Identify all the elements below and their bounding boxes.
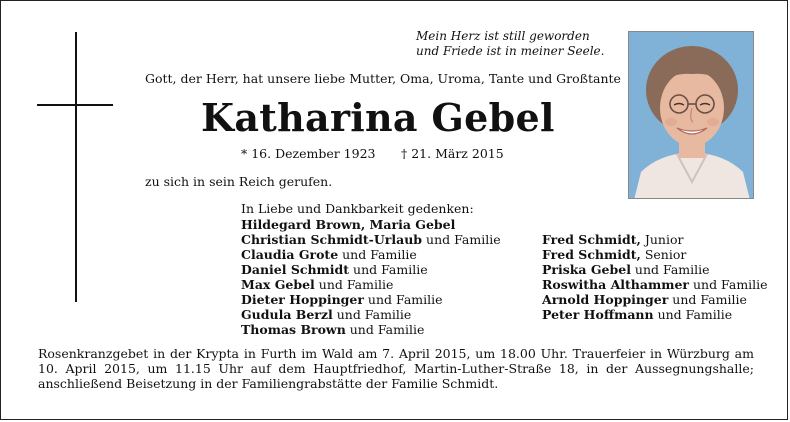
mourner-entry xyxy=(241,232,501,247)
mourner-suffix: und Familie xyxy=(345,322,425,337)
portrait-image xyxy=(629,32,754,199)
memory-heading: In Liebe und Dankbarkeit gedenken: xyxy=(241,201,474,216)
mourner-entry xyxy=(542,307,768,322)
mourner-entry xyxy=(241,292,501,307)
mourner-suffix: und Familie xyxy=(314,277,394,292)
mourner-name: Daniel Schmidt xyxy=(241,262,350,277)
mourner-entry xyxy=(241,277,501,292)
mourner-name: Dieter Hoppinger xyxy=(241,292,364,307)
mourner-entry xyxy=(241,247,501,262)
mourner-name: Christian Schmidt-Urlaub xyxy=(241,232,423,247)
taken-text: zu sich in sein Reich gerufen. xyxy=(145,174,333,189)
mourner-name: Fred Schmidt, xyxy=(542,247,641,262)
mourner-entry xyxy=(542,232,768,247)
mourner-entry xyxy=(241,307,501,322)
mourner-entry xyxy=(542,262,768,277)
service-details: Rosenkranzgebet in der Krypta in Furth im Wald am 7. April 2015, um 18.00 Uhr. Trauerfeier in Würzburg am 10. April 2015, um 11.15 Uhr auf dem Hauptfriedhof, Martin-Luther-Straße 18, in der Aussegnungshalle; anschließend Beisetzung in der Familiengrabstätte der Familie Schmidt. xyxy=(38,346,754,391)
mourner-name: Fred Schmidt, xyxy=(542,232,641,247)
mourner-name: Claudia Grote xyxy=(241,247,339,262)
mourner-entry xyxy=(241,322,501,337)
mourner-entry xyxy=(542,292,768,307)
mourner-suffix: Junior xyxy=(640,232,684,247)
mourner-name: Roswitha Althammer xyxy=(542,277,689,292)
motto-line-1: Mein Herz ist still geworden xyxy=(416,29,590,43)
mourner-suffix: und Familie xyxy=(689,277,768,292)
mourner-suffix: und Familie xyxy=(338,247,417,262)
death-date: † 21. März 2015 xyxy=(401,146,504,161)
mourner-suffix: und Familie xyxy=(630,262,710,277)
mourner-suffix: und Familie xyxy=(653,307,733,322)
mourner-entry xyxy=(542,277,768,292)
intro-text: Gott, der Herr, hat unsere liebe Mutter, Oma, Uroma, Tante und Großtante xyxy=(145,71,621,86)
mourner-name: Peter Hoffmann xyxy=(542,307,654,322)
mourner-suffix: und Familie xyxy=(668,292,747,307)
mourner-suffix: Senior xyxy=(640,247,687,262)
portrait-photo xyxy=(628,31,754,199)
mourner-name: Gudula Berzl xyxy=(241,307,333,322)
mourner-name: Thomas Brown xyxy=(241,322,346,337)
mourner-suffix: und Familie xyxy=(349,262,428,277)
cross-vertical-bar xyxy=(75,32,77,302)
mourner-name: Hildegard Brown, Maria Gebel xyxy=(241,217,456,232)
mourner-entry xyxy=(542,247,768,262)
mourners-list-left xyxy=(241,217,501,337)
mourner-suffix: und Familie xyxy=(422,232,501,247)
mourner-suffix: und Familie xyxy=(332,307,412,322)
motto xyxy=(416,29,604,59)
mourner-suffix: und Familie xyxy=(363,292,443,307)
deceased-name: Katharina Gebel xyxy=(201,95,555,140)
mourner-entry xyxy=(241,262,501,277)
mourners-list-right xyxy=(542,232,768,322)
mourner-name: Arnold Hoppinger xyxy=(542,292,669,307)
motto-line-2: und Friede ist in meiner Seele. xyxy=(416,44,605,58)
cross-horizontal-bar xyxy=(37,104,113,106)
mourner-entry xyxy=(241,217,501,232)
mourner-name: Max Gebel xyxy=(241,277,315,292)
birth-date: * 16. Dezember 1923 xyxy=(241,146,376,161)
mourner-name: Priska Gebel xyxy=(542,262,631,277)
